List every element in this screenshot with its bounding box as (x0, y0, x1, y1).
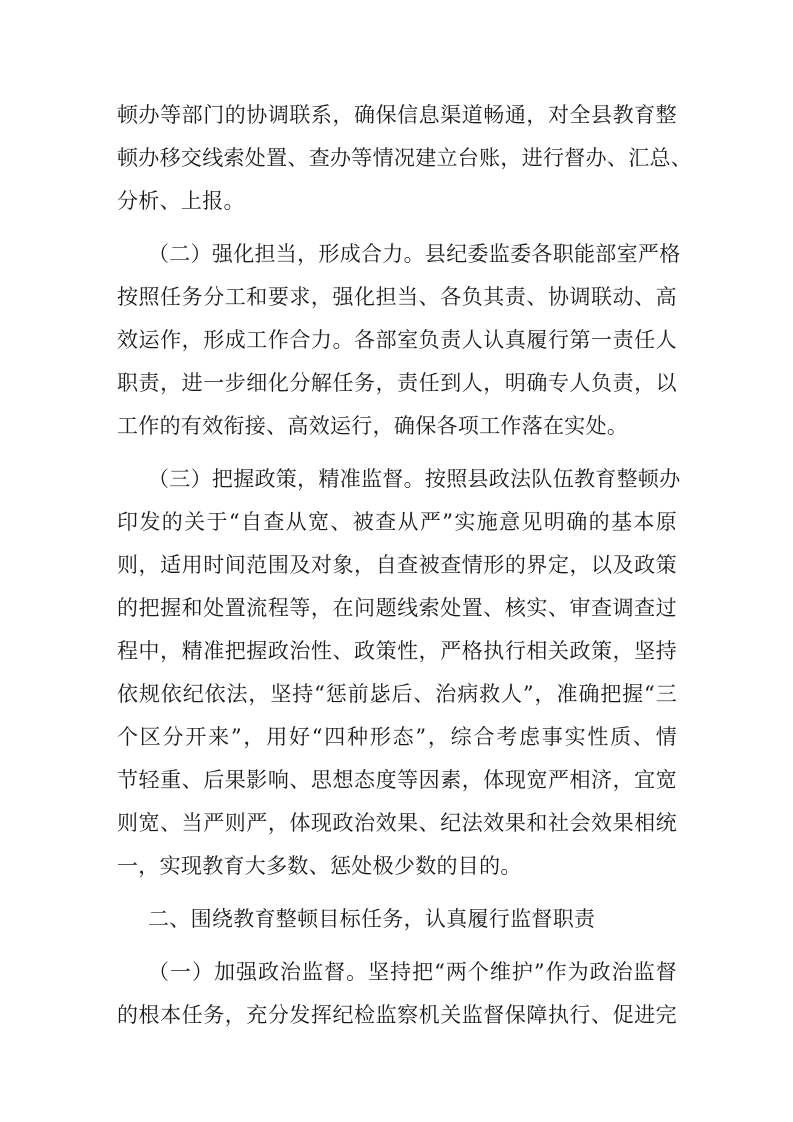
text-line: （一）加强政治监督。坚持把“两个维护”作为政治监督 (148, 960, 677, 984)
text-line: （三）把握政策，精准监督。按照县政法队伍教育整顿办 (148, 467, 681, 491)
text-line: 依规依纪依法，坚持“惩前毖后、治病救人”，准确把握“三 (117, 682, 677, 706)
text-line: 印发的关于“自查从宽、被查从严”实施意见明确的基本原 (117, 510, 677, 534)
text-line: 程中，精准把握政治性、政策性，严格执行相关政策，坚持 (117, 639, 677, 663)
text-line: （二）强化担当，形成合力。县纪委监委各职能部室严格 (148, 242, 681, 266)
text-line: 节轻重、后果影响、思想态度等因素，体现宽严相济，宜宽 (117, 768, 677, 792)
text-line: 的把握和处置流程等，在问题线索处置、核实、审查调查过 (117, 596, 677, 620)
text-line: 个区分开来”，用好“四种形态”，综合考虑事实性质、情 (117, 725, 677, 749)
text-line: 顿办移交线索处置、查办等情况建立台账，进行督办、汇总、 (117, 146, 693, 170)
section-heading: 二、围绕教育整顿目标任务，认真履行监督职责 (148, 907, 596, 931)
text-line: 则宽、当严则严，体现政治效果、纪法效果和社会效果相统 (117, 811, 677, 835)
text-line: 则，适用时间范围及对象，自查被查情形的界定，以及政策 (117, 553, 677, 577)
text-line: 按照任务分工和要求，强化担当、各负其责、协调联动、高 (117, 285, 677, 309)
text-line: 效运作，形成工作合力。各部室负责人认真履行第一责任人 (117, 328, 677, 352)
text-line: 工作的有效衔接、高效运行，确保各项工作落在实处。 (117, 414, 629, 438)
text-line: 一，实现教育大多数、惩处极少数的目的。 (117, 854, 522, 878)
text-line: 分析、上报。 (117, 189, 245, 213)
text-line: 的根本任务，充分发挥纪检监察机关监督保障执行、促进完 (117, 1003, 677, 1027)
text-line: 顿办等部门的协调联系，确保信息渠道畅通，对全县教育整 (117, 103, 677, 127)
text-line: 职责，进一步细化分解任务，责任到人，明确专人负责，以 (117, 371, 677, 395)
